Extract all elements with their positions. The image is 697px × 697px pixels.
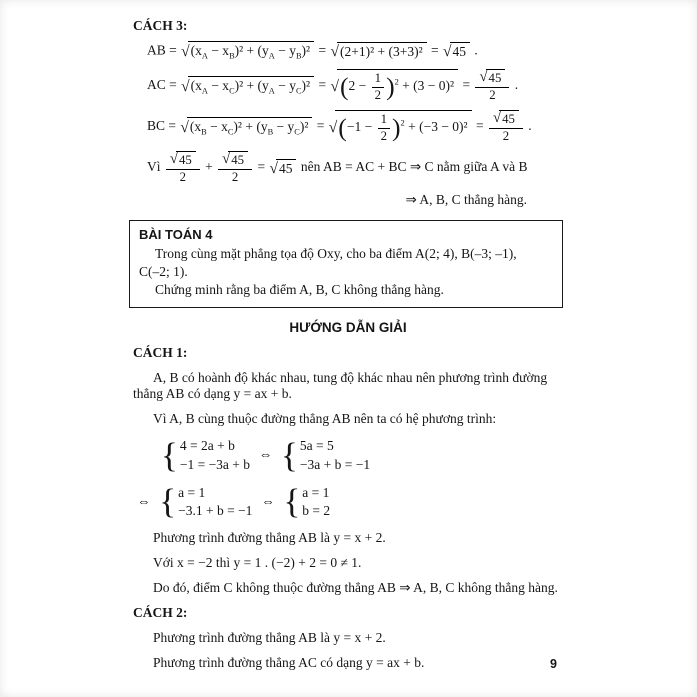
equation-ac: AC = √ $(x_A - x_C)^2 + (y_A - y_C)^2$ = √ (2 − $\frac{1}{2}$ )$^2$ + (3 − 0)² = √ 45 2 . (147, 69, 519, 102)
equation-system-2: ⇔ { a = 1 −3.1 + b = −1 ⇔ { a = 1 b = 2 (137, 482, 331, 522)
page-content (133, 12, 563, 680)
equation-vi: Vì √ 45 2 + √ 45 2 = √ 45 nên AB = AC + BC ⇒ C nằm giữa A và B (147, 151, 528, 184)
problem-statement-line2: C(–2; 1). (139, 264, 188, 280)
equation-system-1: { 4 = 2a + b −1 = −3a + b ⇔ { 5a = 5 −3a + b = −1 (161, 435, 371, 475)
equation-ab: AB = √ $(x_A - x_B)^2 + (y_A - y_B)^2$ = √ (2+1)² + (3+3)² = √ 45 . (147, 42, 478, 61)
cach1-paragraph-4: Với x = −2 thì y = 1 . (−2) + 2 = 0 ≠ 1. (153, 555, 362, 571)
cach1-heading: CÁCH 1: (133, 345, 188, 361)
problem-title: BÀI TOÁN 4 (139, 227, 213, 243)
page-number: 9 (550, 657, 557, 671)
problem-question: Chứng minh rằng ba điểm A, B, C không thẳng hàng. (155, 282, 444, 298)
cach1-paragraph-1: A, B có hoành độ khác nhau, tung độ khác nhau nên phương trình đường thẳng AB có dạng y = ax + b. (133, 370, 548, 402)
cach3-heading: CÁCH 3: (133, 18, 188, 33)
cach2-paragraph-1: Phương trình đường thẳng AB là y = x + 2. (153, 630, 386, 646)
problem-box (129, 220, 563, 308)
cach1-paragraph-2: Vì A, B cùng thuộc đường thẳng AB nên ta có hệ phương trình: (153, 411, 497, 427)
equation-bc: BC = √ $(x_B - x_C)^2 + (y_B - y_C)^2$ = √ (−1 − $\frac{1}{2}$ )$^2$ + (−3 − 0)² = √ 45 2 . (147, 110, 532, 143)
cach1-paragraph-3: Phương trình đường thẳng AB là y = x + 2. (153, 530, 386, 546)
cach1-paragraph-5: Do đó, điểm C không thuộc đường thẳng AB ⇒ A, B, C không thẳng hàng. (153, 580, 558, 596)
cach2-paragraph-2: Phương trình đường thẳng AC có dạng y = ax + b. (153, 655, 425, 671)
cach2-heading: CÁCH 2: (133, 605, 188, 621)
problem-statement-line1: Trong cùng mặt phẳng tọa độ Oxy, cho ba điểm A(2; 4), B(–3; –1), (155, 246, 517, 262)
solution-heading: HƯỚNG DẪN GIẢI (289, 320, 407, 336)
conclusion-line: ⇒ A, B, C thẳng hàng. (405, 192, 527, 208)
